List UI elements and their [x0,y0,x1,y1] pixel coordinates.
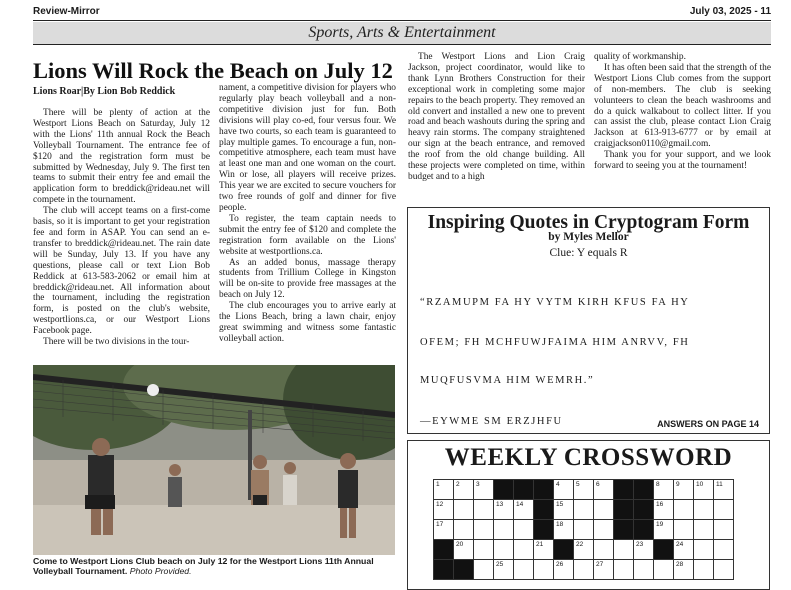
cryptogram-attribution: —EYWME SM ERZJHFU [420,416,563,427]
crossword-cell [674,520,694,540]
clue-number: 26 [556,561,564,568]
crossword-cell [694,480,714,500]
clue-number: 2 [456,481,460,488]
crossword-cell [474,480,494,500]
crossword-black-cell [554,540,574,560]
crossword-cell [454,500,474,520]
crossword-cell [454,540,474,560]
crossword-cell [634,560,654,580]
crossword-cell [494,500,514,520]
clue-number: 4 [556,481,560,488]
paragraph: Thank you for your support, and we look forward to seeing you at the tournament! [594,150,771,172]
crossword-cell [494,560,514,580]
crossword-cell [514,500,534,520]
cryptogram-line: MUQFUSVMA HIM WEMRH.” [420,375,595,386]
crossword-cell [514,520,534,540]
crossword-cell [454,480,474,500]
crossword-cell [534,560,554,580]
crossword-cell [614,560,634,580]
article-headline: Lions Will Rock the Beach on July 12 [33,58,393,83]
caption-credit: Photo Provided. [129,566,192,576]
clue-number: 21 [536,541,544,548]
crossword-cell [434,520,454,540]
cryptogram-author: by Myles Mellor [548,231,629,243]
crossword-black-cell [494,480,514,500]
paragraph: The Westport Lions and Lion Craig Jackson, project coordinator, would like to thank Lynn Brothers Construction for their exceptional work in completing some major repairs to the beach property. They removed an old convert and installed a new one to prevent road and beach washouts during the spring and heavy rain storms. The company straightened our sign at the beach entrance, and removed the roof from the old change building. All these projects were completed on time, within budget and to a high [408,52,585,182]
clue-number: 13 [496,501,504,508]
clue-number: 6 [596,481,600,488]
clue-number: 17 [436,521,444,528]
paragraph: There will be two divisions in the tour- [43,337,190,348]
crossword-cell [514,560,534,580]
paragraph: To register, the team captain needs to submit the entry fee of $120 and complete the registration form available on the Lions' website at westportlions.ca. [219,213,396,257]
crossword-cell [714,520,734,540]
clue-number: 18 [556,521,564,528]
crossword-cell [494,520,514,540]
crossword-black-cell [634,520,654,540]
clue-number: 12 [436,501,444,508]
crossword-cell [674,500,694,520]
crossword-cell [474,560,494,580]
volleyball-photo [33,365,395,555]
crossword-cell [434,500,454,520]
crossword-black-cell [654,540,674,560]
crossword-cell [574,540,594,560]
clue-number: 20 [456,541,464,548]
crossword-cell [594,500,614,520]
clue-number: 8 [656,481,660,488]
crossword-title: WEEKLY CROSSWORD [444,444,733,471]
paragraph: The club encourages you to arrive early at the Lions Beach, bring a lawn chair, enjoy great swimming and witness some fantastic volleyball action. [219,301,396,344]
crossword-black-cell [634,480,654,500]
clue-number: 25 [496,561,504,568]
crossword-cell [654,500,674,520]
crossword-black-cell [614,500,634,520]
crossword-cell [714,500,734,520]
crossword-black-cell [434,560,454,580]
crossword-cell [574,480,594,500]
crossword-cell [634,540,654,560]
clue-number: 3 [476,481,480,488]
crossword-cell [654,560,674,580]
paragraph: As an added bonus, massage therapy students from Trillium College in Kingston will be on-site to provide free massages at the beach on July 12. [219,257,396,301]
crossword-cell [474,520,494,540]
crossword-row [434,520,734,540]
crossword-black-cell [614,480,634,500]
header-rule [33,20,771,21]
clue-number: 28 [676,561,684,568]
article-column-1 [33,108,210,348]
crossword-cell [654,520,674,540]
caption-text: Come to Westport Lions Club beach on July 12 for the Westport Lions 11th Annual Volleyball Tournament. [33,556,374,576]
photo-caption [33,556,395,576]
crossword-cell [514,540,534,560]
crossword-black-cell [534,480,554,500]
crossword-black-cell [614,520,634,540]
crossword-cell [694,540,714,560]
clue-number: 11 [716,481,723,488]
crossword-cell [714,540,734,560]
crossword-cell [614,540,634,560]
clue-number: 23 [636,541,644,548]
paragraph: There will be plenty of action at the Westport Lions Beach on Saturday, July 12 with the Lions' 11th annual Rock the Beach Volleyball Tournament. The entrance fee of $120 and the registration form must be submitted by Wednesday, July 9. The first ten teams to submit their entry fee and email the application form to breddick@rideau.net will compete in the tournament. [33,108,210,206]
answers-note: ANSWERS ON PAGE 14 [657,419,759,429]
crossword-cell [594,560,614,580]
crossword-cell [594,520,614,540]
crossword-box [407,440,770,590]
crossword-black-cell [434,540,454,560]
paragraph: quality of workmanship. [594,52,686,62]
cryptogram-box [407,207,770,434]
cryptogram-line: OFEM; FH MCHFUWJFAIMA HIM ANRVV, FH [420,337,690,348]
crossword-row [434,480,734,500]
crossword-cell [694,500,714,520]
clue-number: 27 [596,561,604,568]
crossword-cell [554,480,574,500]
clue-number: 22 [576,541,584,548]
paragraph: The club will accept teams on a first-come basis, so it is important to get your registration fee and form in ASAP. You can send an e-transfer to breddick@rideau.net. The rain date will be Sunday, July 13. If you have any questions, please call or text Lion Bob Reddick at 613-583-2062 or email him at breddick@rideau.net. All information about the tournament, including the registration form, is posted on the club's website, westportlions.ca, or our Westport Lions Facebook page. [33,206,210,337]
crossword-cell [714,480,734,500]
clue-number: 15 [556,501,564,508]
crossword-cell [494,540,514,560]
cryptogram-line: “RZAMUPM FA HY VYTM KIRH KFUS FA HY [420,297,690,308]
clue-number: 10 [696,481,704,488]
date-page: July 03, 2025 - 11 [689,6,771,17]
crossword-cell [574,520,594,540]
section-banner: Sports, Arts & Entertainment [33,22,771,45]
crossword-black-cell [634,500,654,520]
crossword-cell [654,480,674,500]
clue-number: 16 [656,501,664,508]
crossword-cell [474,540,494,560]
crossword-cell [574,500,594,520]
crossword-cell [694,560,714,580]
crossword-cell [674,540,694,560]
crossword-cell [434,480,454,500]
cryptogram-clue: Clue: Y equals R [549,247,628,259]
crossword-black-cell [534,500,554,520]
crossword-row [434,500,734,520]
paragraph: nament, a competitive division for players who regularly play beach volleyball and a non-competitive division just for fun. Both divisions will play co-ed, four versus four. We have two courts, so each team is guaranteed to play multiple games. To encourage a fun, non-competitive atmosphere, each team must have at least one man and one woman on the court. Win or lose, all players will receive prizes. This year we are excited to secure vouchers for two free rounds of golf and dinner for five people. [219,83,396,213]
crossword-cell [694,520,714,540]
crossword-cell [594,480,614,500]
crossword-cell [594,540,614,560]
crossword-cell [714,560,734,580]
crossword-cell [674,560,694,580]
clue-number: 5 [576,481,580,488]
crossword-cell [554,520,574,540]
page-header [33,6,771,20]
clue-number: 19 [656,521,664,528]
crossword-cell [534,540,554,560]
clue-number: 9 [676,481,680,488]
crossword-cell [474,500,494,520]
crossword-cell [674,480,694,500]
crossword-cell [554,560,574,580]
crossword-row [434,560,734,580]
crossword-grid [433,479,734,580]
paragraph: It has often been said that the strength of the Westport Lions Club comes from the support of non-members. The club is seeking volunteers to clean the beach washrooms and do a quick walkabout to collect litter. If you can assist the club, please contact Lion Craig Jackson at 613-913-6777 or by email at craigjackson0110@gmail.com. [594,62,771,150]
article-column-2 [219,83,396,345]
cryptogram-title: Inspiring Quotes in Cryptogram Form [427,212,750,233]
crossword-cell [454,520,474,540]
crossword-cell [574,560,594,580]
clue-number: 1 [436,481,440,488]
article-byline: Lions Roar|By Lion Bob Reddick [33,86,176,97]
crossword-cell [554,500,574,520]
crossword-black-cell [454,560,474,580]
publication-name: Review-Mirror [33,6,100,17]
crossword-black-cell [514,480,534,500]
article-column-3 [408,52,585,183]
clue-number: 14 [516,501,524,508]
crossword-black-cell [534,520,554,540]
clue-number: 24 [676,541,684,548]
article-column-4 [594,52,771,172]
crossword-row [434,540,734,560]
